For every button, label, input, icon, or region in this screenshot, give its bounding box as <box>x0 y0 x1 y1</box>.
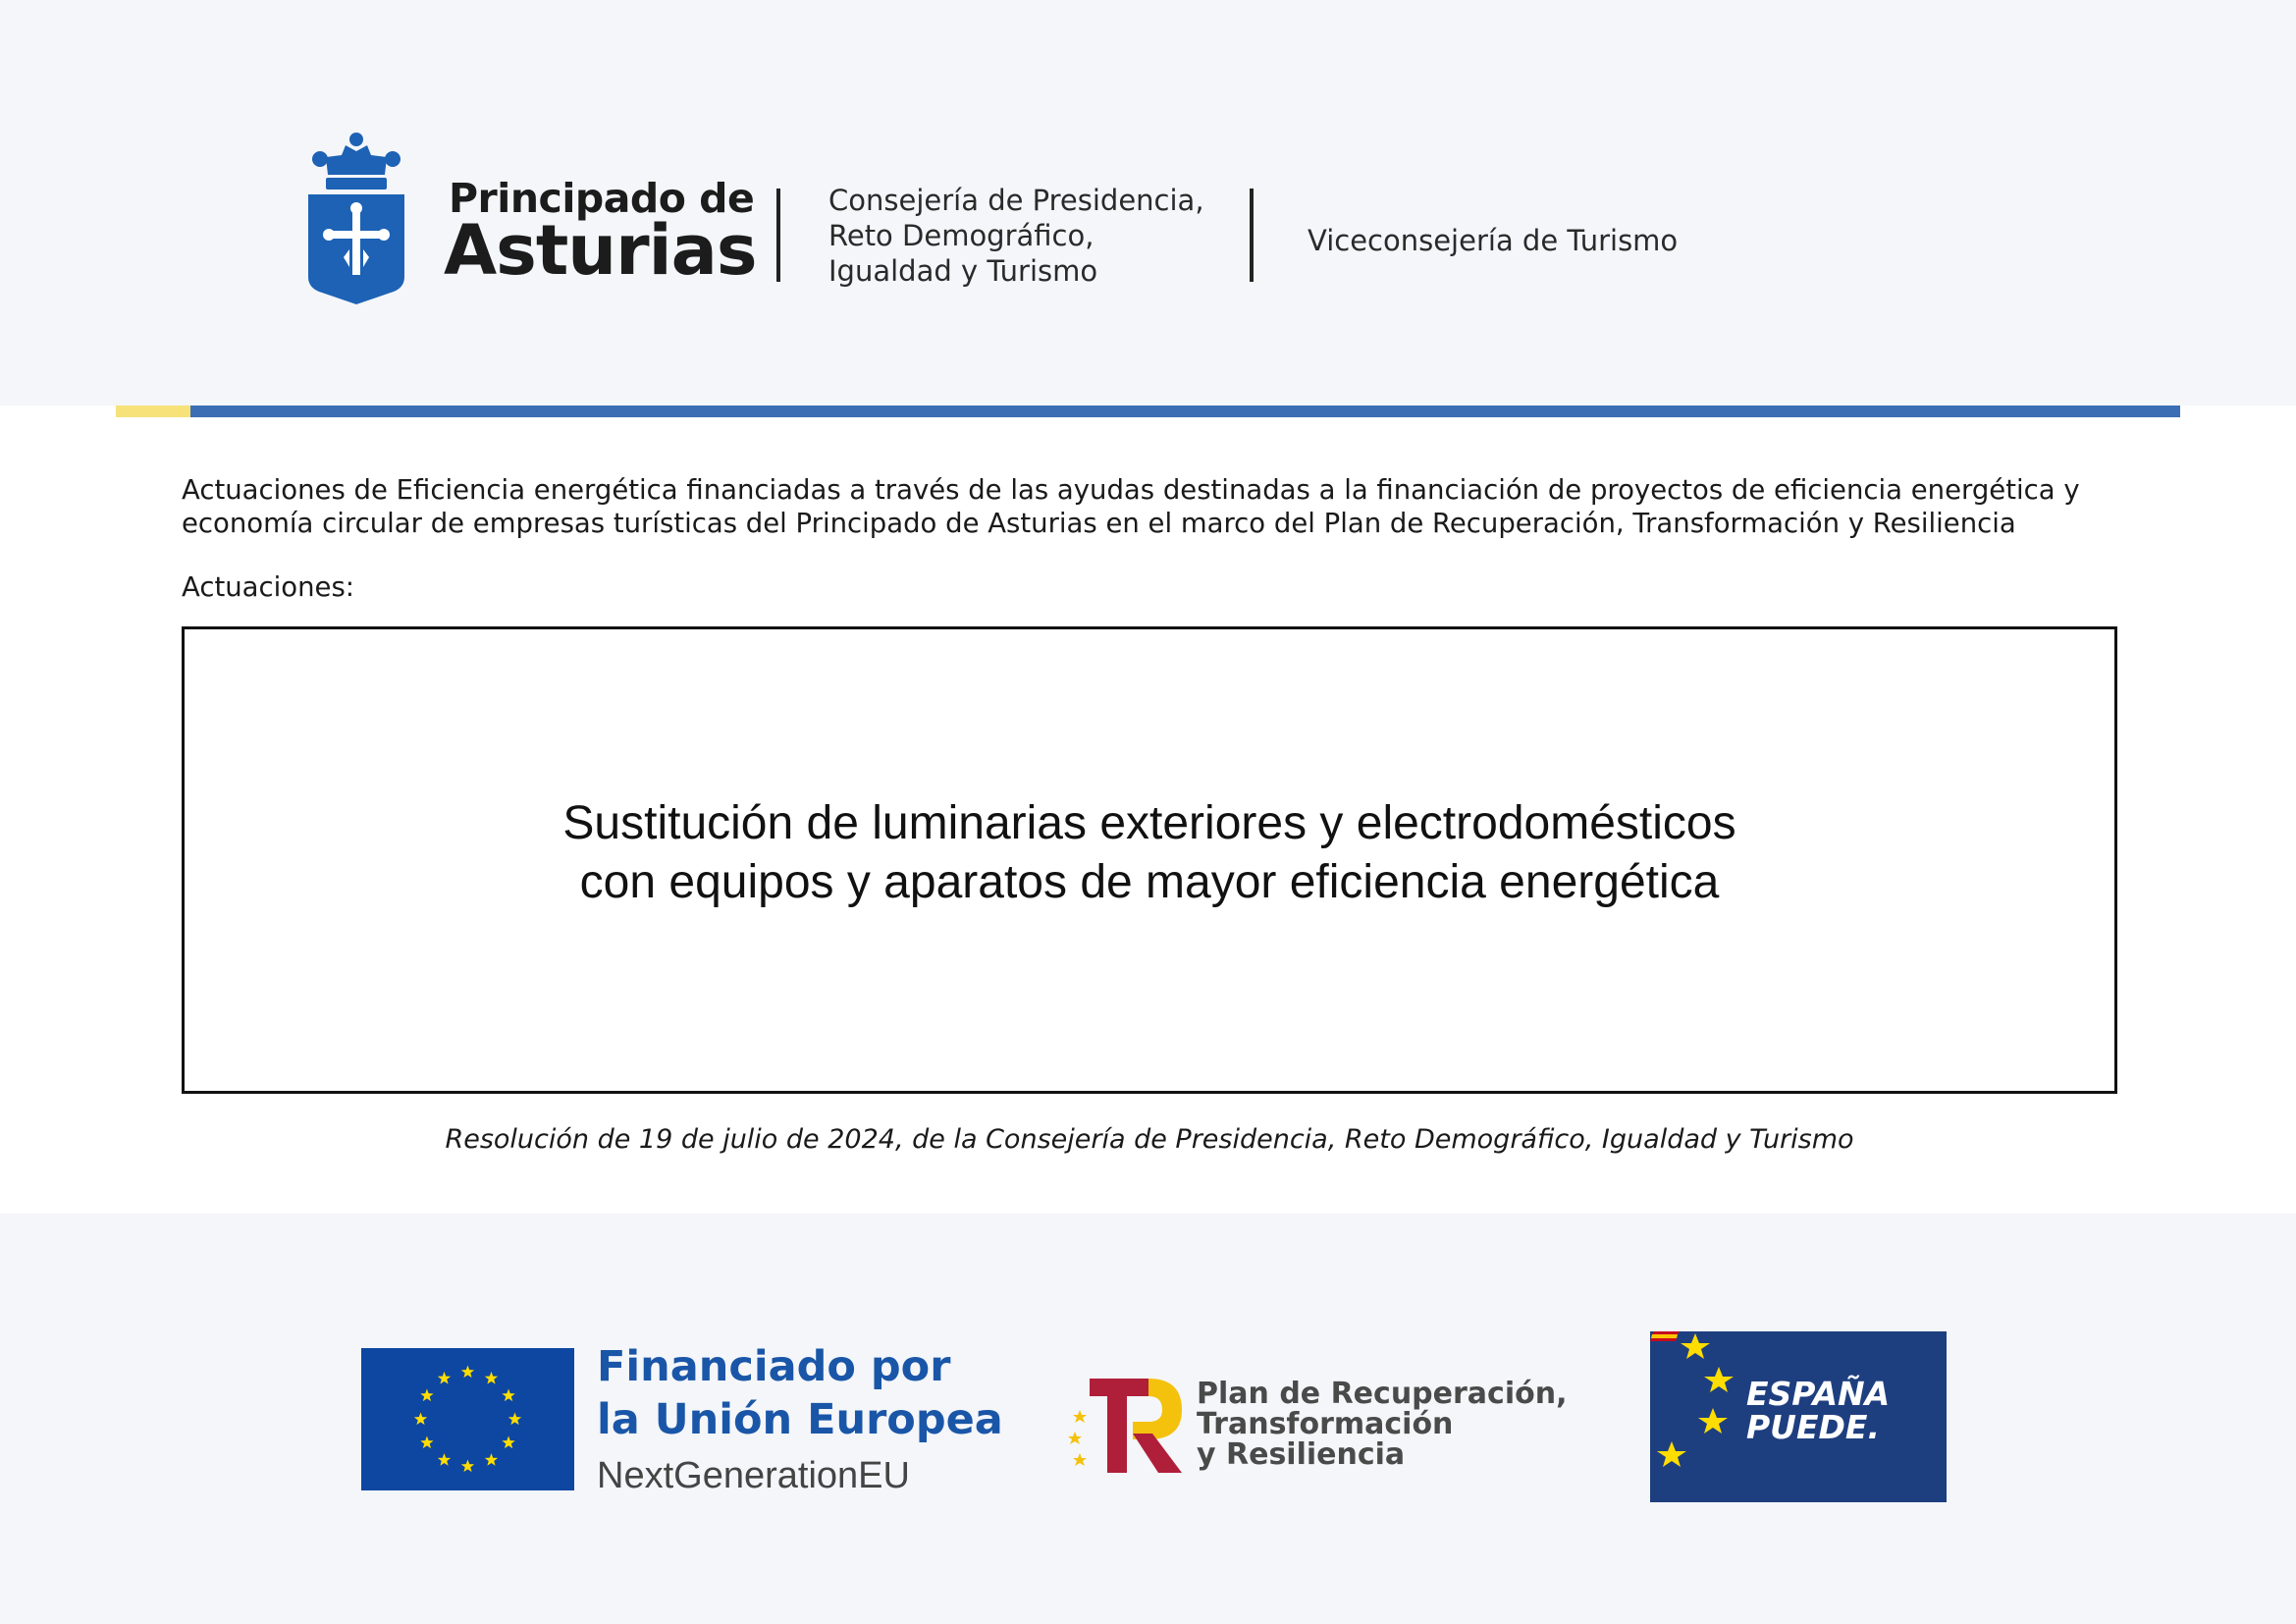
espana-puede-text <box>1746 1375 1891 1446</box>
action-text <box>185 794 2114 912</box>
espana-line1: ESPAÑA <box>1746 1375 1891 1413</box>
org-name-line1: Principado de <box>449 175 755 222</box>
spain-flag-icon <box>1650 1331 1680 1341</box>
department-line: Igualdad y Turismo <box>828 254 1098 288</box>
action-line: Sustitución de luminarias exteriores y electrodomésticos <box>562 797 1736 849</box>
actions-label: Actuaciones: <box>182 571 355 603</box>
asturias-shield-icon <box>306 130 406 304</box>
action-line: con equipos y aparatos de mayor eficiencia energética <box>579 856 1720 908</box>
header-divider <box>776 189 780 282</box>
department-line: Reto Demográfico, <box>828 219 1095 252</box>
prtr-text <box>1197 1379 1567 1470</box>
org-name-line2: Asturias <box>444 210 757 291</box>
next-generation-eu: NextGenerationEU <box>597 1455 910 1496</box>
department-line: Consejería de Presidencia, <box>828 184 1204 217</box>
espana-puede-logo <box>1650 1331 1947 1502</box>
intro-text: Actuaciones de Eficiencia energética financiadas a través de las ayudas destinadas a la financiación de proyectos de eficiencia energética y economía circular de empresas turísticas del Principado de Asturias en el marco del Plan de Recuperación, Transformación y Resiliencia <box>182 474 2080 539</box>
eu-funded-line1: Financiado por <box>597 1342 951 1391</box>
eu-funded-line2: la Unión Europea <box>597 1395 1003 1444</box>
espana-line2: PUEDE. <box>1746 1408 1880 1446</box>
prtr-line: Plan de Recuperación, <box>1197 1377 1568 1411</box>
sub-department-name: Viceconsejería de Turismo <box>1308 224 1679 257</box>
header-accent-blue <box>190 406 2180 417</box>
prtr-line: y Resiliencia <box>1197 1437 1406 1472</box>
action-box <box>182 626 2117 1094</box>
header-accent-yellow <box>116 406 190 417</box>
resolution-text: Resolución de 19 de julio de 2024, de la Consejería de Presidencia, Reto Demográfico, Igualdad y Turismo <box>445 1124 1854 1155</box>
prtr-logo-icon <box>1068 1375 1184 1475</box>
prtr-line: Transformación <box>1197 1407 1454 1441</box>
eu-flag-icon <box>361 1348 574 1490</box>
header-divider <box>1250 189 1254 282</box>
department-name <box>828 183 1204 289</box>
